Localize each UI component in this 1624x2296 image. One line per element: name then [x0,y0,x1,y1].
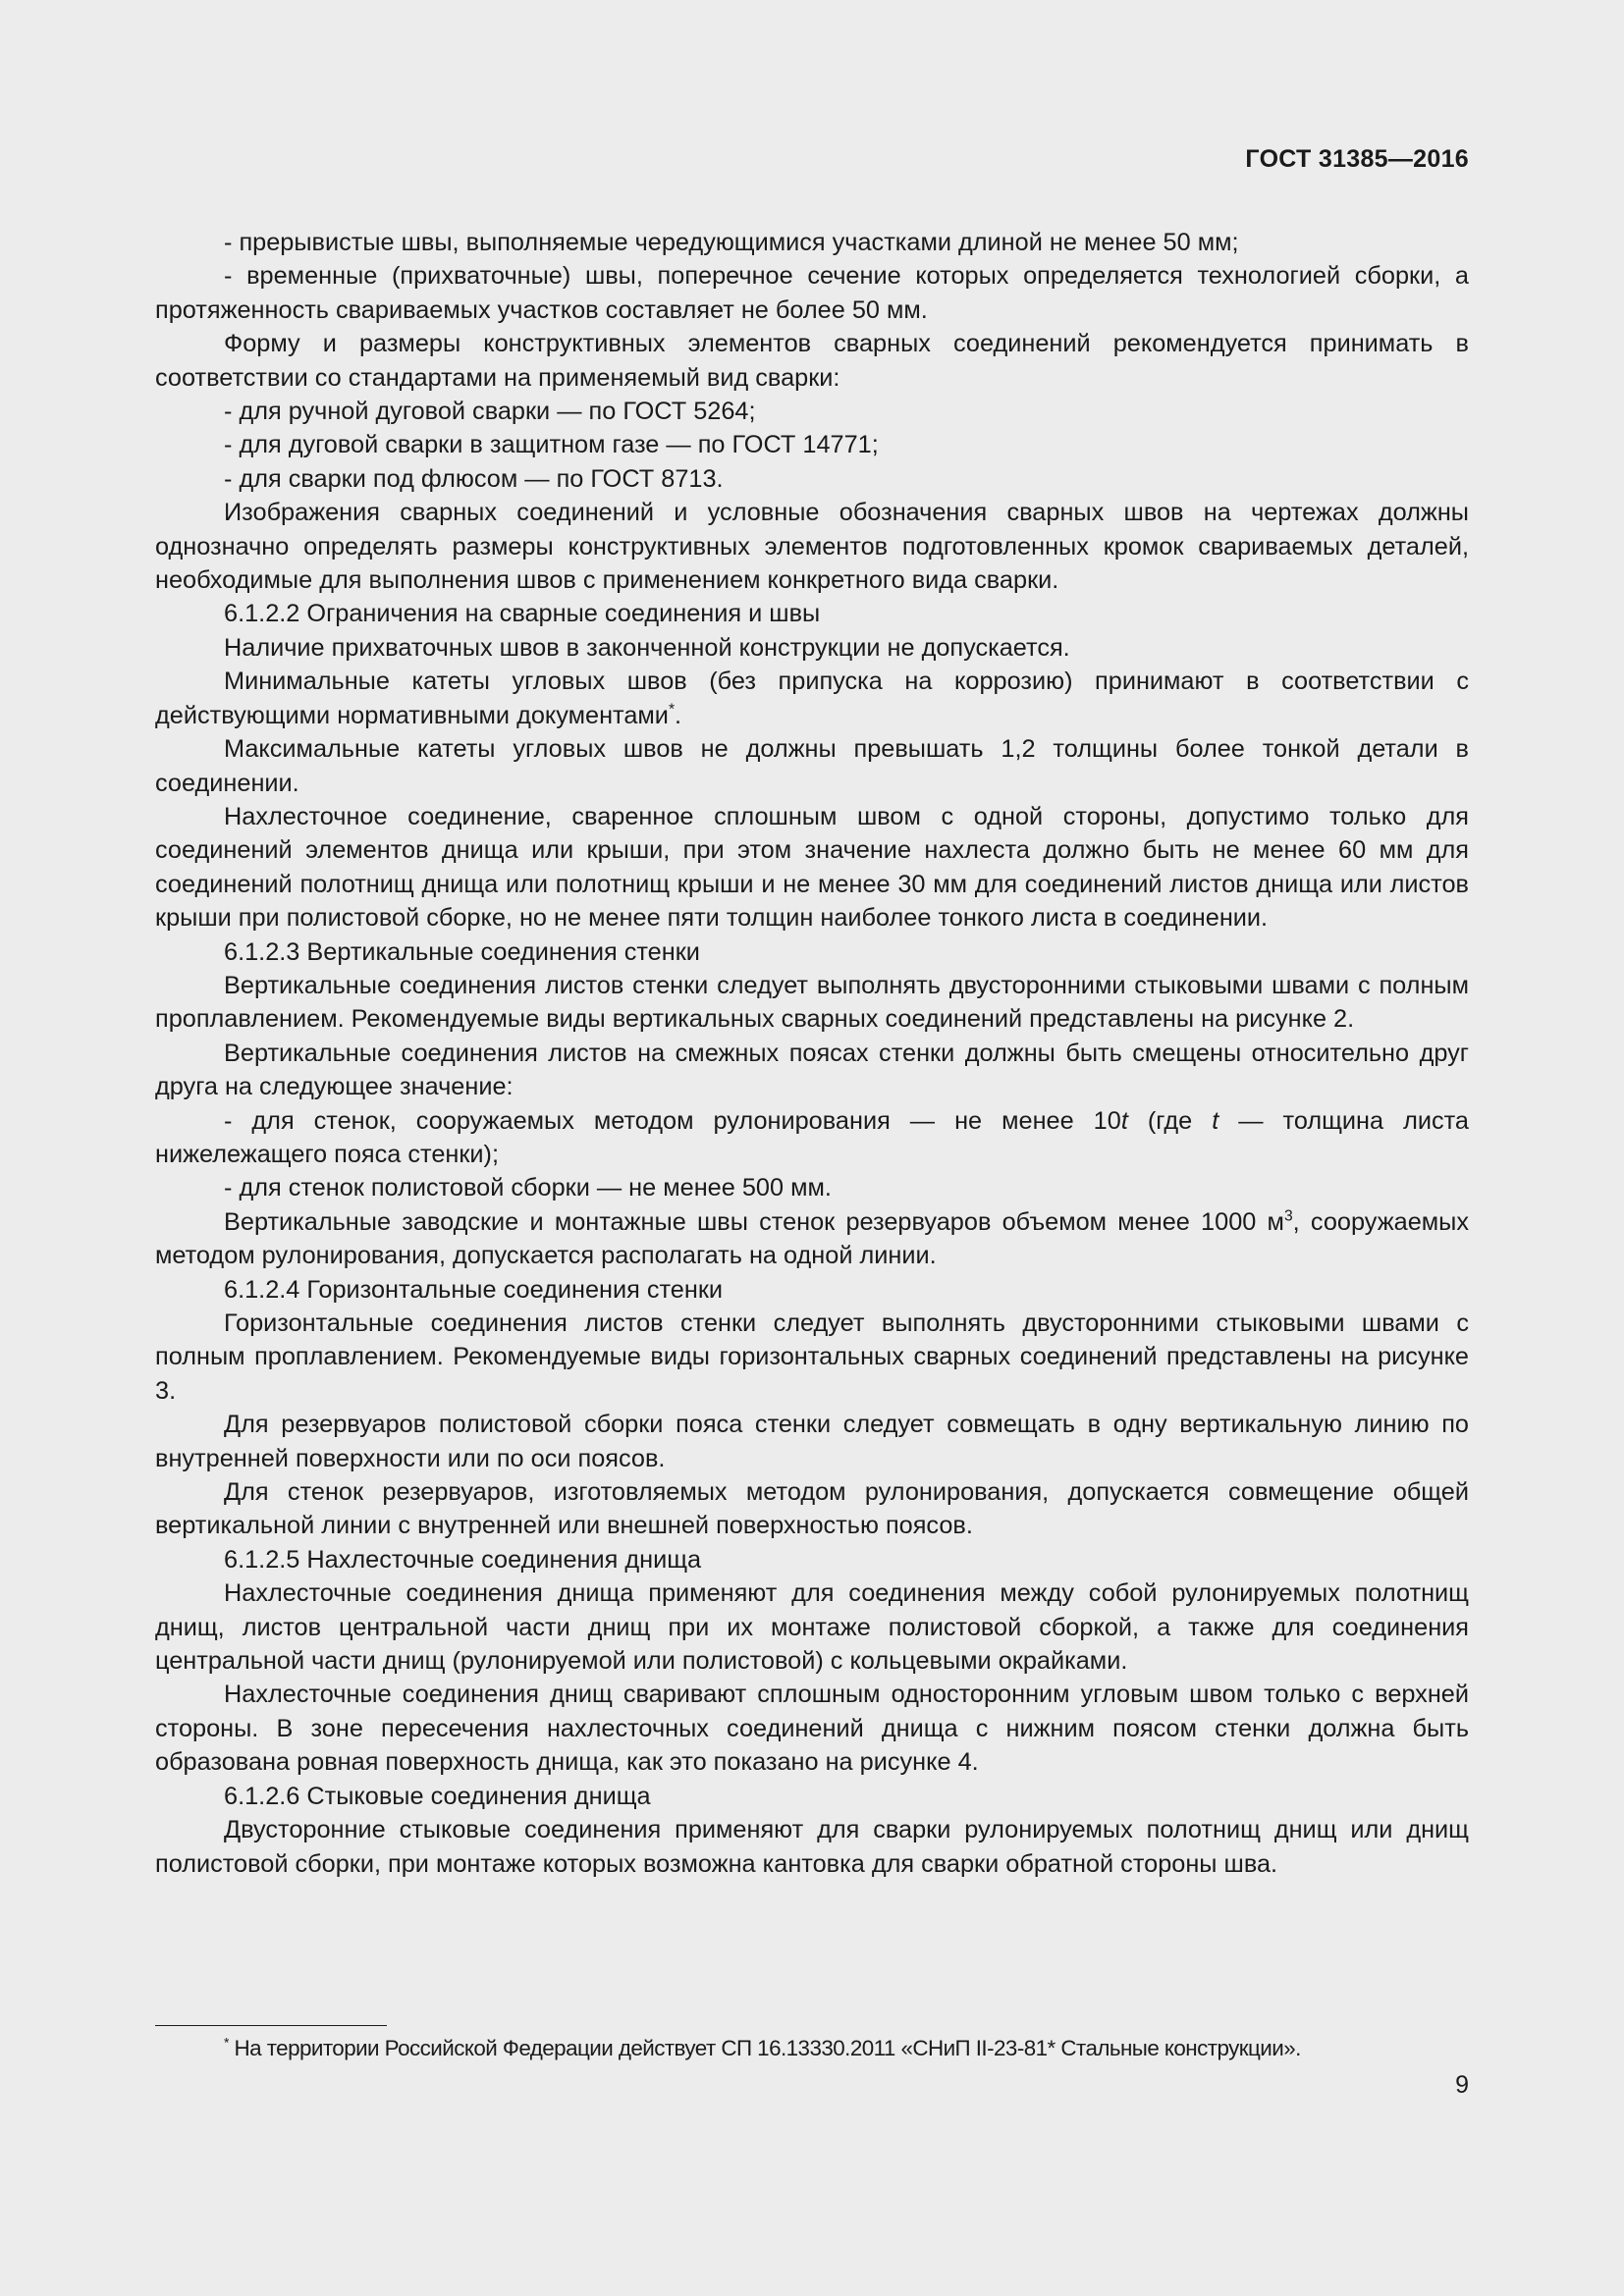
paragraph: Наличие прихваточных швов в законченной конструкции не допускается. [224,633,1070,662]
main-text [155,226,1469,1881]
paragraph: Вертикальные соединения листов на смежных поясах стенки должны быть смещены относительно друг друга на следующее значение: [155,1039,1469,1101]
paragraph: Максимальные катеты угловых швов не должны превышать 1,2 толщины более тонкой детали в соединении. [155,735,1469,797]
list-item-text: - для стенок, сооружаемых методом рулонирования — не менее 10 [224,1106,1121,1135]
footnote-divider [155,2025,387,2026]
variable-t: t [1212,1106,1219,1135]
paragraph-text-end: . [675,701,682,729]
section-heading: 6.1.2.5 Нахлесточные соединения днища [224,1545,702,1574]
list-item: - для стенок полистовой сборки — не менее 500 мм. [224,1174,832,1202]
paragraph: Вертикальные соединения листов стенки следует выполнять двусторонними стыковыми швами с полным проплавлением. Рекомендуемые виды вертикальных сварных соединений представлены на рисунке 2. [155,971,1469,1034]
list-item [155,1104,1469,1172]
document-header: ГОСТ 31385—2016 [1245,145,1469,173]
paragraph: Нахлесточное соединение, сваренное сплошным швом с одной стороны, допустимо только для соединений элементов днища или крыши, при этом значение нахлеста должно быть не менее 60 мм для соединений полотнищ днища или полотнищ крыши и не менее 30 мм для соединений листов днища или листов крыши при полистовой сборке, но не менее пяти толщин наиболее тонкого листа в соединении. [155,802,1469,933]
section-heading: 6.1.2.3 Вертикальные соединения стенки [224,937,700,966]
footnote [224,2034,1469,2063]
paragraph-text: Вертикальные заводские и монтажные швы стенок резервуаров объемом менее 1000 м [224,1207,1284,1236]
list-item: - для дуговой сварки в защитном газе — по ГОСТ 14771; [224,431,879,459]
list-item: - для сварки под флюсом — по ГОСТ 8713. [224,464,724,493]
list-item: - для ручной дуговой сварки — по ГОСТ 5264; [224,398,756,426]
paragraph [155,1205,1469,1273]
section-heading: 6.1.2.4 Горизонтальные соединения стенки [224,1275,724,1304]
section-heading: 6.1.2.6 Стыковые соединения днища [224,1782,651,1810]
list-item: - прерывистые швы, выполняемые чередующимися участками длиной не менее 50 мм; [224,229,1239,256]
paragraph: Форму и размеры конструктивных элементов сварных соединений рекомендуется принимать в соответствии со стандартами на применяемый вид сварки: [155,330,1469,392]
paragraph: Для резервуаров полистовой сборки пояса стенки следует совмещать в одну вертикальную линию по внутренней поверхности или по оси поясов. [155,1411,1469,1472]
list-item-text: (где [1127,1106,1213,1135]
paragraph [155,665,1469,732]
paragraph: Для стенок резервуаров, изготовляемых методом рулонирования, допускается совмещение общей вертикальной линии с внутренней или внешней поверхностью поясов. [155,1478,1469,1540]
variable-t: t [1120,1106,1128,1135]
footnote-marker: * [224,2034,229,2051]
footnote-text: На территории Российской Федерации действует СП 16.13330.2011 «СНиП II-23-81* Стальные конструкции». [228,2036,1301,2060]
paragraph: Нахлесточные соединения днища применяют для соединения между собой рулонируемых полотнищ днищ, листов центральной части днищ при их монтаже полистовой сборкой, а также для соединения центральной части днищ (рулонируемой или полистовой) с кольцевыми окрайками. [155,1579,1469,1676]
paragraph: Двусторонние стыковые соединения применяют для сварки рулонируемых полотнищ днищ или днищ полистовой сборки, при монтаже которых возможна кантовка для сварки обратной стороны шва. [155,1816,1469,1878]
paragraph: Изображения сварных соединений и условные обозначения сварных швов на чертежах должны однозначно определять размеры конструктивных элементов подготовленных кромок свариваемых деталей, необходимые для выполнения швов с применением конкретного вида сварки. [155,499,1469,595]
paragraph-text: , сооружаемых методом рулонирования, допускается располагать на одной линии. [155,1207,1469,1270]
list-item-text: — толщина листа нижележащего пояса стенки); [155,1106,1469,1168]
paragraph: Горизонтальные соединения листов стенки следует выполнять двусторонними стыковыми швами с полным проплавлением. Рекомендуемые виды горизонтальных сварных соединений представлены на рисунке 3. [155,1309,1469,1405]
paragraph: Нахлесточные соединения днищ сваривают сплошным односторонним угловым швом только с верхней стороны. В зоне пересечения нахлесточных соединений днища с нижним поясом стенки должна быть образована ровная поверхность днища, как это показано на рисунке 4. [155,1681,1469,1777]
paragraph-text: Минимальные катеты угловых швов (без припуска на коррозию) принимают в соответствии с действующими нормативными документами [155,667,1469,729]
page-number: 9 [1455,2071,1469,2099]
footnote-reference: * [668,701,676,719]
superscript-3: 3 [1283,1207,1293,1225]
section-heading: 6.1.2.2 Ограничения на сварные соединения и швы [224,600,821,628]
list-item: - временные (прихваточные) швы, поперечное сечение которых определяется технологией сборки, а протяженность свариваемых участков составляет не более 50 мм. [155,262,1469,324]
